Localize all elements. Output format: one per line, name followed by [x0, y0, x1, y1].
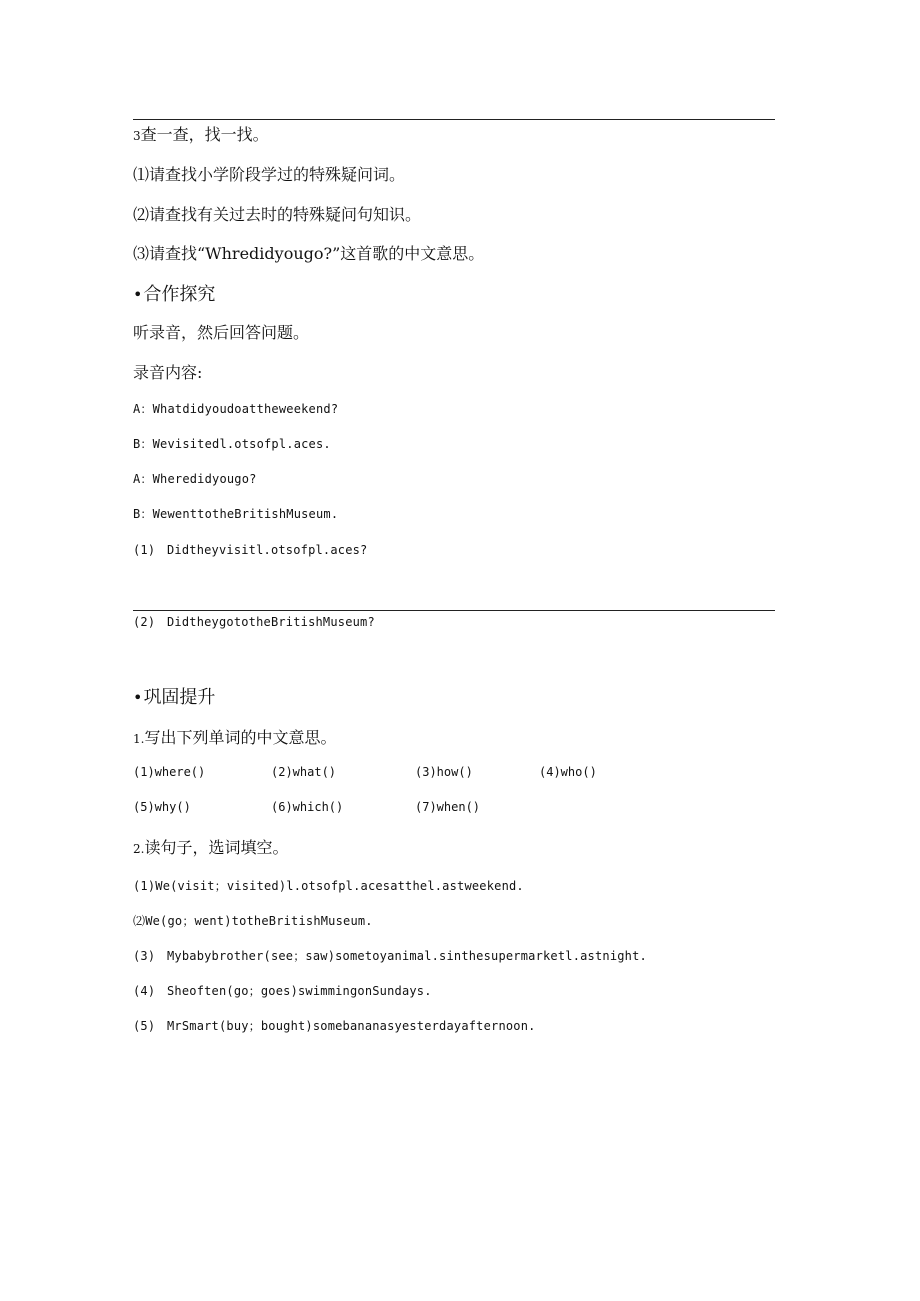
- question-2: [133, 615, 375, 629]
- fill-sentence-1: (1)We(visit；visited)l.otsofpl.acesatthel.astweekend.: [133, 879, 524, 893]
- word-option: (4)who(): [539, 765, 597, 779]
- dialogue-line-2: B：Wevisitedl.otsofpl.aces.: [133, 437, 331, 451]
- question-text: DidtheygototheBritishMuseum?: [167, 615, 375, 629]
- explore-heading-text: 合作探究: [143, 284, 216, 305]
- recording-content-label: 录音内容:: [133, 363, 203, 382]
- fill-sentence-3: [133, 947, 647, 964]
- sentence-number: (3): [133, 949, 156, 963]
- consolidate-heading: [133, 683, 215, 709]
- task-title-text: 读句子，选词填空。: [144, 838, 289, 857]
- explore-instruction: 听录音，然后回答问题。: [133, 323, 310, 342]
- section-title-text: 查一查，找一找。: [140, 125, 269, 144]
- task-number: 2.: [133, 842, 145, 856]
- word-option: (5)why(): [133, 800, 191, 814]
- question-text: Didtheyvisitl.otsofpl.aces?: [167, 543, 368, 557]
- search-item-2: ⑵请查找有关过去时的特殊疑问句知识。: [133, 205, 422, 224]
- task-number: 1.: [133, 732, 145, 746]
- section-number: 3: [133, 129, 141, 143]
- dialogue-line-4: B：WewenttotheBritishMuseum.: [133, 507, 339, 521]
- explore-heading: [133, 280, 215, 306]
- sentence-text: Mybabybrother(see；saw)sometoyanimal.sinthesupermarketl.astnight.: [167, 949, 647, 963]
- top-rule: [133, 119, 775, 120]
- answer-rule: [133, 610, 775, 611]
- sentence-number: (4): [133, 984, 156, 998]
- search-section-title: [133, 122, 269, 145]
- dialogue-line-3: A：Wheredidyougo?: [133, 472, 257, 486]
- bullet-icon: •: [133, 285, 143, 304]
- search-item-1: ⑴请查找小学阶段学过的特殊疑问词。: [133, 165, 406, 184]
- task-title-text: 写出下列单词的中文意思。: [144, 728, 337, 747]
- task2-title: [133, 835, 288, 858]
- fill-sentence-4: [133, 982, 432, 999]
- word-option: (6)which(): [271, 800, 344, 814]
- question-1: [133, 543, 367, 557]
- task1-title: [133, 725, 336, 748]
- dialogue-line-1: A：Whatdidyoudoattheweekend?: [133, 402, 339, 416]
- word-option: (1)where(): [133, 765, 206, 779]
- word-option: (7)when(): [415, 800, 481, 814]
- word-option: (2)what(): [271, 765, 337, 779]
- bullet-icon: •: [133, 688, 143, 707]
- fill-sentence-5: [133, 1017, 536, 1034]
- fill-sentence-2: ⑵We(go；went)totheBritishMuseum.: [133, 914, 373, 928]
- question-number: (2): [133, 615, 156, 629]
- sentence-number: (5): [133, 1019, 156, 1033]
- consolidate-heading-text: 巩固提升: [143, 687, 216, 708]
- sentence-text: Sheoften(go；goes)swimmingonSundays.: [167, 984, 432, 998]
- word-option: (3)how(): [415, 765, 473, 779]
- question-number: (1): [133, 543, 156, 557]
- search-item-3: ⑶请查找“Whredidyougo?”这首歌的中文意思。: [133, 244, 485, 263]
- sentence-text: MrSmart(buy；bought)somebananasyesterdayafternoon.: [167, 1019, 536, 1033]
